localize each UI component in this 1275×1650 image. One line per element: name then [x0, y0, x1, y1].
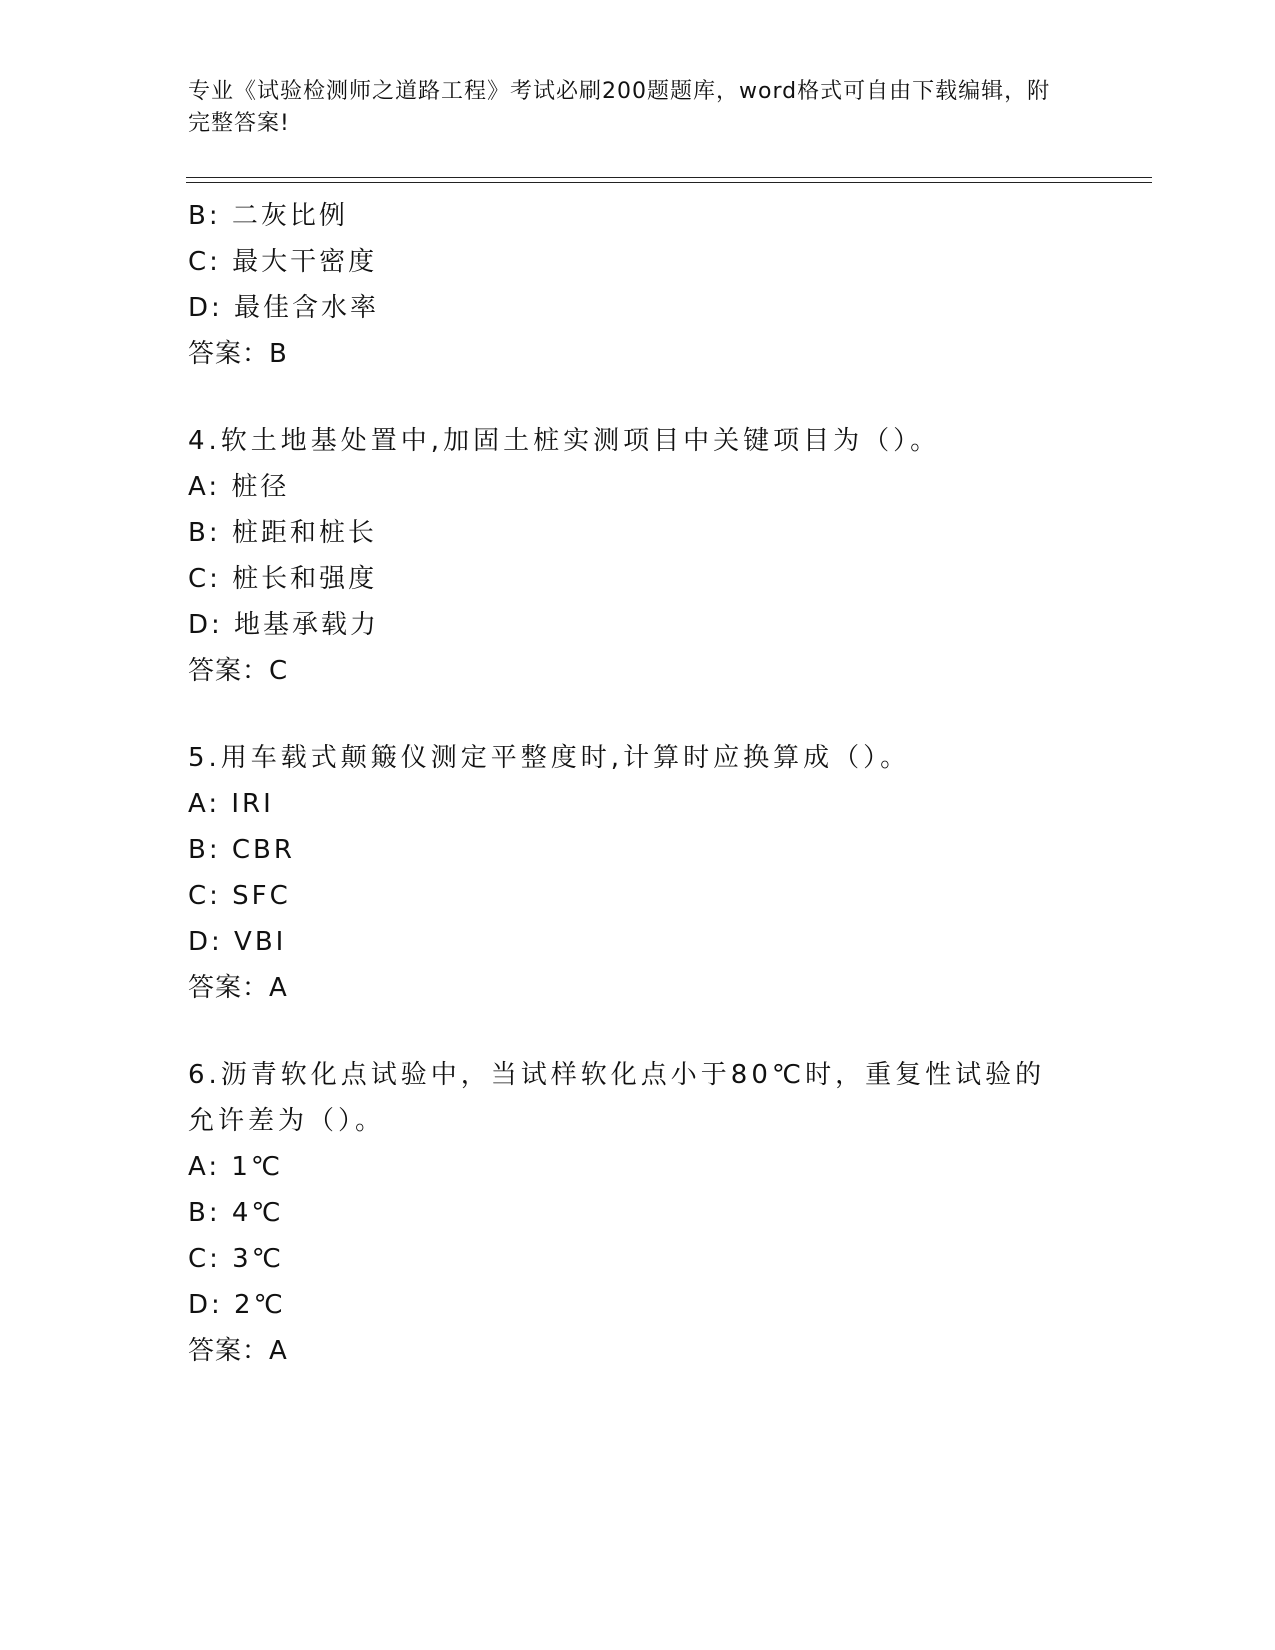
option-a: A: IRI — [188, 789, 274, 819]
question-4 — [188, 418, 1088, 694]
option-d: D: VBI — [188, 927, 287, 957]
option-c: C: 3℃ — [188, 1244, 284, 1274]
option-b: B: 二灰比例 — [188, 201, 348, 231]
option-d: D: 2℃ — [188, 1290, 286, 1320]
question-list — [188, 193, 1088, 1374]
question-stem: 4.软土地基处置中,加固土桩实测项目中关键项目为（）。 — [188, 426, 941, 456]
answer-line: 答案：A — [188, 1336, 288, 1366]
header-divider-top — [186, 177, 1152, 178]
option-b: B: CBR — [188, 835, 295, 865]
question-6 — [188, 1052, 1088, 1374]
option-c: C: SFC — [188, 881, 291, 911]
document-header: 专业《试验检测师之道路工程》考试必刷200题题库，word格式可自由下载编辑，附完整答案! — [188, 79, 1051, 136]
option-c: C: 桩长和强度 — [188, 564, 378, 594]
option-d: D: 地基承载力 — [188, 610, 380, 640]
question-3-continued — [188, 193, 1088, 377]
option-b: B: 桩距和桩长 — [188, 518, 377, 548]
option-b: B: 4℃ — [188, 1198, 284, 1228]
answer-line: 答案：C — [188, 656, 289, 686]
answer-line: 答案：B — [188, 339, 288, 369]
header-divider-bottom — [186, 182, 1152, 183]
option-c: C: 最大干密度 — [188, 247, 378, 277]
answer-line: 答案：A — [188, 973, 288, 1003]
question-5 — [188, 735, 1088, 1011]
option-a: A: 桩径 — [188, 472, 290, 502]
option-d: D: 最佳含水率 — [188, 293, 380, 323]
question-stem: 6.沥青软化点试验中，当试样软化点小于80℃时，重复性试验的允许差为（）。 — [188, 1060, 1046, 1136]
question-stem: 5.用车载式颠簸仪测定平整度时,计算时应换算成（）。 — [188, 743, 911, 773]
option-a: A: 1℃ — [188, 1152, 284, 1182]
